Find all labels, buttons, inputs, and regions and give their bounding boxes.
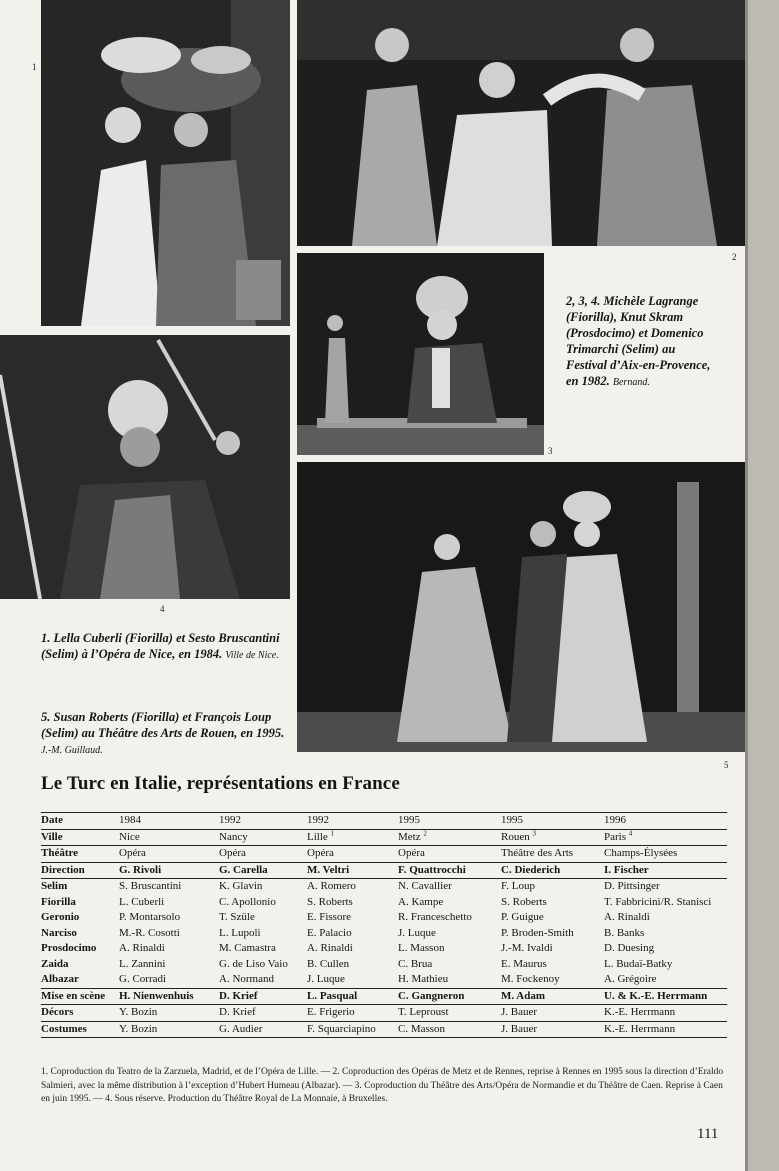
table-row-cast [41, 926, 727, 942]
table-cell: C. Brua [398, 957, 433, 970]
table-cell: J.-M. Ivaldi [501, 942, 553, 954]
row-label: Albazar [41, 973, 79, 985]
photo-5 [297, 462, 745, 752]
row-label: Direction [41, 862, 119, 879]
table-cell: Metz $^2$ [398, 829, 501, 846]
table-cell: L. Zannini [119, 957, 166, 970]
row-label: Costumes [41, 1021, 119, 1038]
caption-photos-2-3-4 [566, 293, 716, 391]
table-cell: B. Cullen [307, 957, 350, 970]
caption-photo-1 [41, 630, 289, 664]
table-cell: 1995 [501, 813, 604, 830]
table-cell: C. Diederich [501, 862, 604, 879]
caption-photo-5 [41, 709, 291, 759]
table-cell: S. Roberts [307, 895, 353, 908]
table-cell: I. Fischer [604, 862, 727, 879]
row-label: Décors [41, 1005, 119, 1022]
table-cell: Lille $^1$ [307, 829, 398, 846]
table-cell: J. Bauer [501, 1021, 604, 1038]
table-row-ville [41, 829, 727, 846]
table-cell: T. Fabbricini/R. Stanisci [604, 895, 712, 908]
table-cell: A. Normand [219, 973, 274, 985]
table-cell: N. Cavallier [398, 880, 452, 892]
caption-text: 5. Susan Roberts (Fiorilla) et François Loup (Selim) au Théâtre des Arts de Rouen, en 1995. [41, 710, 285, 740]
table-cell: A. Grégoire [604, 973, 657, 985]
table-cell: M.-R. Cosotti [119, 926, 180, 939]
table-cell: Y. Bozin [119, 1005, 219, 1022]
table-cell: K. Glavin [219, 880, 263, 892]
table-row-mise-en-scene [41, 988, 727, 1005]
photo-2 [297, 0, 745, 246]
row-label: Ville [41, 829, 119, 846]
table-cell: A. Kampe [398, 895, 444, 908]
footnote-ref: 4 [628, 828, 633, 837]
table-cell: M. Fockenoy [501, 973, 560, 985]
table-row-cast [41, 957, 727, 973]
table-cell: M. Adam [501, 988, 604, 1005]
table-cell: A. Rinaldi [119, 942, 165, 954]
table-cell: S. Roberts [501, 895, 547, 908]
table-cell: C. Gangneron [398, 988, 501, 1005]
table-cell: E. Maurus [501, 957, 547, 970]
table-cell: H. Mathieu [398, 973, 449, 985]
table-cell: D. Duesing [604, 942, 655, 954]
table-row-cast [41, 910, 727, 926]
table-cell: A. Romero [307, 880, 356, 892]
table-row-decors [41, 1005, 727, 1022]
photo-4 [0, 335, 290, 599]
table-cell: J. Luque [398, 926, 436, 939]
table-cell: F. Quattrocchi [398, 862, 501, 879]
photo-number-2: 2 [732, 252, 737, 262]
photo-number-5: 5 [724, 760, 729, 770]
table-cell: L. Pasqual [307, 988, 398, 1005]
footnote-ref: 1 [330, 828, 335, 837]
table-cell: A. Rinaldi [307, 942, 353, 954]
table-cell: G. Rivoli [119, 862, 219, 879]
table-cell: D. Pittsinger [604, 880, 660, 892]
table-cell: G. de Liso Vaio [219, 957, 288, 970]
table-cell: L. Masson [398, 942, 445, 954]
table-cell: C. Masson [398, 1021, 501, 1038]
photo-3 [297, 253, 544, 455]
table-cell: Y. Bozin [119, 1021, 219, 1038]
table-cell: Opéra [119, 846, 219, 863]
table-cell: P. Montarsolo [119, 911, 181, 923]
table-cell: F. Squarciapino [307, 1021, 398, 1038]
table-cell: L. Lupoli [219, 926, 261, 939]
row-label: Date [41, 813, 119, 830]
table-row-cast [41, 972, 727, 988]
row-label: Théâtre [41, 846, 119, 863]
table-cell: E. Fissore [307, 911, 351, 923]
table-cell: K.-E. Herrmann [604, 1021, 727, 1038]
table-cell: E. Frigerio [307, 1005, 398, 1022]
table-row-costumes [41, 1021, 727, 1038]
table-cell: Opéra [307, 846, 398, 863]
footnote-ref: 2 [423, 828, 427, 837]
row-label: Selim [41, 880, 68, 892]
page-number: 111 [697, 1126, 719, 1142]
table-cell: Théâtre des Arts [501, 846, 604, 863]
table-cell: D. Krief [219, 988, 307, 1005]
table-cell: 1995 [398, 813, 501, 830]
table-cell: B. Banks [604, 926, 645, 939]
row-label: Fiorilla [41, 895, 76, 908]
table-cell: Champs-Élysées [604, 846, 727, 863]
table-cell: R. Franceschetto [398, 911, 472, 923]
table-row-date [41, 813, 727, 830]
table-cell: Opéra [398, 846, 501, 863]
section-heading: Le Turc en Italie, représentations en France [41, 773, 400, 794]
photo-credit: J.-M. Guillaud. [41, 745, 103, 756]
photo-number-3: 3 [548, 446, 553, 456]
table-cell: G. Audier [219, 1021, 307, 1038]
photo-credit: Ville de Nice. [225, 650, 279, 661]
table-cell: C. Apollonio [219, 895, 276, 908]
row-label: Zaida [41, 957, 69, 970]
table-row-cast [41, 879, 727, 895]
table-cell: A. Rinaldi [604, 911, 650, 923]
table-cell: S. Bruscantini [119, 880, 182, 892]
table-cell: 1984 [119, 813, 219, 830]
row-label: Geronio [41, 911, 80, 923]
footnotes: 1. Coproduction du Teatro de la Zarzuela, Madrid, et de l’Opéra de Lille. — 2. Coproduction des Opéras de Metz et de Rennes, reprise à Rennes en 1995 sous la direction d’Eraldo Salmieri, avec la même distribution à l’exception d’Hubert Humeau (Albazar). — 3. Coproduction du Théâtre des Arts/Opéra de Normandie et du Théâtre de Caen. Reprise à Caen en juin 1995. — 4. Sous réserve. Production du Théâtre Royal de La Monnaie, à Bruxelles. [41, 1067, 724, 1104]
table-cell: M. Camastra [219, 942, 276, 954]
table-cell: L. Budaï-Batky [604, 957, 673, 970]
table-cell: Nice [119, 829, 219, 846]
table-cell: G. Corradi [119, 973, 167, 985]
cast-table [41, 812, 727, 1038]
table-cell: P. Broden-Smith [501, 926, 574, 939]
table-cell: U. & K.-E. Herrmann [604, 988, 727, 1005]
table-cell: J. Bauer [501, 1005, 604, 1022]
footnote-ref: 3 [532, 828, 536, 837]
table-cell: E. Palacio [307, 926, 352, 939]
table-cell: F. Loup [501, 880, 535, 892]
table-row-direction [41, 862, 727, 879]
row-label: Narciso [41, 926, 77, 939]
table-cell: K.-E. Herrmann [604, 1005, 727, 1022]
table-cell: T. Leproust [398, 1005, 501, 1022]
table-cell: H. Nienwenhuis [119, 988, 219, 1005]
caption-text: 1. Lella Cuberli (Fiorilla) et Sesto Bruscantini (Selim) à l’Opéra de Nice, en 1984. [41, 631, 280, 661]
table-cell: 1992 [307, 813, 398, 830]
table-cell: Paris $^4$ [604, 829, 727, 846]
table-cell: 1992 [219, 813, 307, 830]
table-cell: P. Guigue [501, 911, 544, 923]
table-cell: T. Szüle [219, 911, 255, 923]
table-cell: Nancy [219, 829, 307, 846]
table-row-theatre [41, 846, 727, 863]
table-cell: D. Krief [219, 1005, 307, 1022]
table-cell: Rouen $^3$ [501, 829, 604, 846]
row-label: Prosdocimo [41, 942, 97, 954]
table-cell: 1996 [604, 813, 727, 830]
row-label: Mise en scène [41, 988, 119, 1005]
table-cell: L. Cuberli [119, 895, 165, 908]
table-cell: M. Veltri [307, 862, 398, 879]
photo-number-4: 4 [160, 604, 165, 614]
photo-credit: Bernand. [612, 377, 650, 388]
page-edge [745, 0, 779, 1171]
table-row-cast [41, 941, 727, 957]
table-cell: J. Luque [307, 973, 345, 985]
table-cell: G. Carella [219, 862, 307, 879]
table-cell: Opéra [219, 846, 307, 863]
photo-number-1: 1 [32, 62, 37, 72]
table-row-cast [41, 895, 727, 911]
photo-1 [41, 0, 290, 326]
caption-text: 2, 3, 4. Michèle Lagrange (Fiorilla), Knut Skram (Prosdocimo) et Domenico Trimarchi (Selim) au Festival d’Aix-en-Provence, en 1982. [566, 294, 711, 388]
